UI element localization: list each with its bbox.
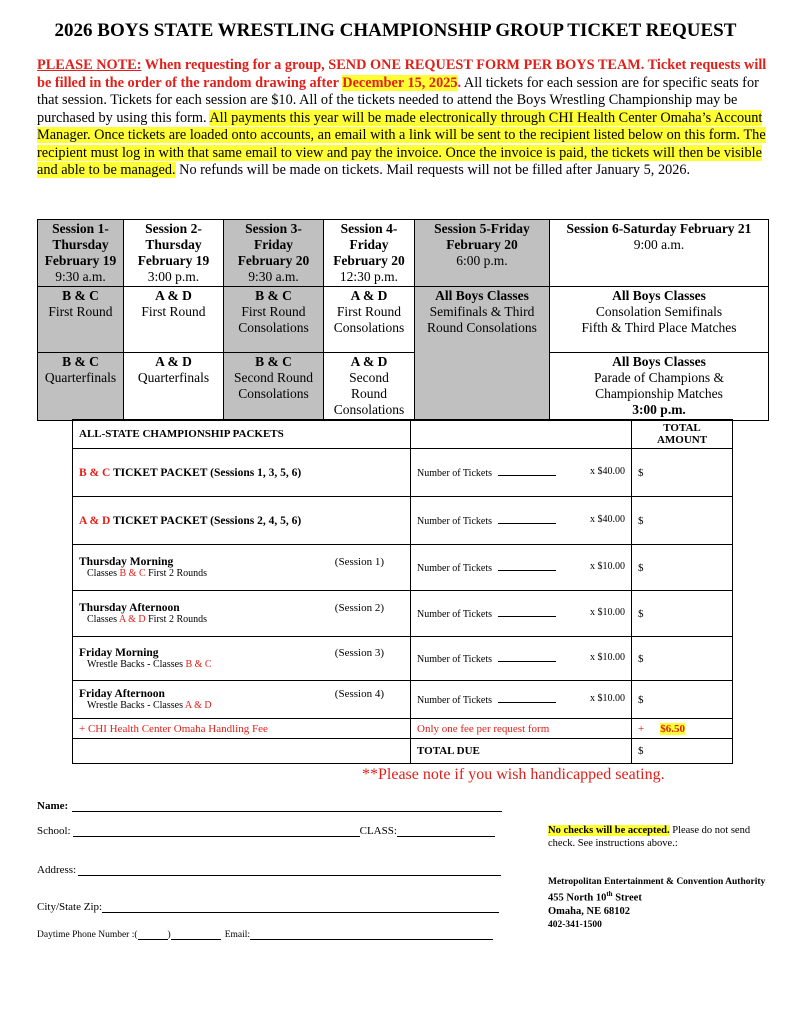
session-2-row1: A & D First Round bbox=[124, 287, 224, 353]
session-5-header: Session 5-Friday February 20 6:00 p.m. bbox=[415, 220, 550, 287]
session-6-row2: All Boys Classes Parade of Champions & Championship Matches 3:00 p.m. bbox=[550, 353, 769, 421]
session-3-ticket-label: Friday Morning (Session 3) Wrestle Backs - Classes B & C bbox=[73, 637, 411, 681]
header-blank bbox=[411, 420, 632, 449]
note-highlight: All payments this year will be made electronically through CHI Health Center Omaha’s Account Manager. Once tickets are loaded onto accounts, an email with a link will be sent to the recipient listed below on this form. The recipient must log in with that same email to view and pay the invoice. Once the invoice is paid, the tickets will then be visible and able to be managed. bbox=[37, 109, 766, 178]
phone-email-fields[interactable]: Daytime Phone Number :( ) Email: bbox=[37, 927, 493, 940]
session-5-row1: All Boys Classes Semifinals & Third Round Consolations bbox=[415, 287, 550, 421]
session-2-ticket-label: Thursday Afternoon (Session 2) Classes A & D First 2 Rounds bbox=[73, 591, 411, 637]
session-3-header: Session 3- Friday February 20 9:30 a.m. bbox=[224, 220, 324, 287]
ad-packet-total[interactable]: $ bbox=[632, 497, 733, 545]
note-dot: . bbox=[457, 74, 462, 91]
session-4-qty[interactable]: Number of Tickets x $10.00 bbox=[411, 681, 632, 719]
session-2-total[interactable]: $ bbox=[632, 591, 733, 637]
session-4-ticket-label: Friday Afternoon (Session 4) Wrestle Backs - Classes A & D bbox=[73, 681, 411, 719]
note-label: PLEASE NOTE: bbox=[37, 57, 142, 73]
packets-header: ALL-STATE CHAMPIONSHIP PACKETS bbox=[73, 420, 411, 449]
session-1-qty[interactable]: Number of Tickets x $10.00 bbox=[411, 545, 632, 591]
session-4-row2: A & D Second Round Consolations bbox=[324, 353, 415, 421]
session-2-qty[interactable]: Number of Tickets x $10.00 bbox=[411, 591, 632, 637]
session-3-qty[interactable]: Number of Tickets x $10.00 bbox=[411, 637, 632, 681]
session-1-row2: B & C Quarterfinals bbox=[38, 353, 124, 421]
session-2-header: Session 2- Thursday February 19 3:00 p.m. bbox=[124, 220, 224, 287]
session-6-row1: All Boys Classes Consolation Semifinals Fifth & Third Place Matches bbox=[550, 287, 769, 353]
name-field[interactable]: Name: bbox=[37, 799, 502, 812]
session-3-row1: B & C First Round Consolations bbox=[224, 287, 324, 353]
bc-packet-total[interactable]: $ bbox=[632, 449, 733, 497]
class-label: CLASS: bbox=[359, 825, 397, 837]
note-plain-2: No refunds will be made on tickets. Mail requests will not be filled after January 5, 2026. bbox=[175, 162, 691, 178]
class-field[interactable] bbox=[397, 824, 495, 837]
session-1-header: Session 1- Thursday February 19 9:30 a.m. bbox=[38, 220, 124, 287]
note-date: December 15, 2025 bbox=[342, 74, 458, 91]
ad-packet-label: A & D TICKET PACKET (Sessions 2, 4, 5, 6) bbox=[73, 497, 411, 545]
session-1-row1: B & C First Round bbox=[38, 287, 124, 353]
session-1-total[interactable]: $ bbox=[632, 545, 733, 591]
page-title: 2026 BOYS STATE WRESTLING CHAMPIONSHIP GROUP TICKET REQUEST bbox=[54, 20, 737, 41]
bc-packet-label: B & C TICKET PACKET (Sessions 1, 3, 5, 6) bbox=[73, 449, 411, 497]
handling-fee-label: + CHI Health Center Omaha Handling Fee bbox=[73, 719, 411, 739]
city-state-zip-field[interactable]: City/State Zip: bbox=[37, 900, 499, 913]
address-field[interactable]: Address: bbox=[37, 863, 501, 876]
session-4-row1: A & D First Round Consolations bbox=[324, 287, 415, 353]
no-checks-notice: No checks will be accepted. Please do not send check. See instructions above.: bbox=[548, 825, 751, 849]
session-4-total[interactable]: $ bbox=[632, 681, 733, 719]
notice-paragraph bbox=[37, 57, 767, 180]
ticket-order-table bbox=[72, 419, 733, 764]
session-3-row2: B & C Second Round Consolations bbox=[224, 353, 324, 421]
session-3-total[interactable]: $ bbox=[632, 637, 733, 681]
note-red-text: When requesting for a group, SEND ONE REQUEST FORM PER BOYS TEAM. Ticket requests will be filled in the order of the random drawing after bbox=[37, 57, 767, 91]
school-field[interactable]: School: CLASS: bbox=[37, 824, 495, 837]
ad-packet-qty[interactable]: Number of Tickets x $40.00 bbox=[411, 497, 632, 545]
session-1-ticket-label: Thursday Morning (Session 1) Classes B & C First 2 Rounds bbox=[73, 545, 411, 591]
session-2-row2: A & D Quarterfinals bbox=[124, 353, 224, 421]
total-amount-header: TOTAL AMOUNT bbox=[632, 420, 733, 449]
total-due-label: TOTAL DUE bbox=[411, 739, 632, 764]
mailing-address: Metropolitan Entertainment & Convention Authority 455 North 10th Street Omaha, NE 68102 402-341-1500 bbox=[548, 877, 766, 930]
total-due-amount[interactable]: $ bbox=[632, 739, 733, 764]
total-blank bbox=[73, 739, 411, 764]
handicap-note: **Please note if you wish handicapped seating. bbox=[362, 766, 665, 783]
handling-fee-note: Only one fee per request form bbox=[411, 719, 632, 739]
session-6-header: Session 6-Saturday February 21 9:00 a.m. bbox=[550, 220, 769, 287]
bc-packet-qty[interactable]: Number of Tickets x $40.00 bbox=[411, 449, 632, 497]
note-plain-1: All tickets for each session are for specific seats for that session. Tickets for each session are $10. All of the tickets needed to attend the Boys Wrestling Championship may be purchased by using this form. bbox=[37, 74, 759, 126]
handling-fee-amount: + $6.50 bbox=[632, 719, 733, 739]
session-4-header: Session 4- Friday February 20 12:30 p.m. bbox=[324, 220, 415, 287]
session-schedule-table bbox=[37, 219, 769, 421]
